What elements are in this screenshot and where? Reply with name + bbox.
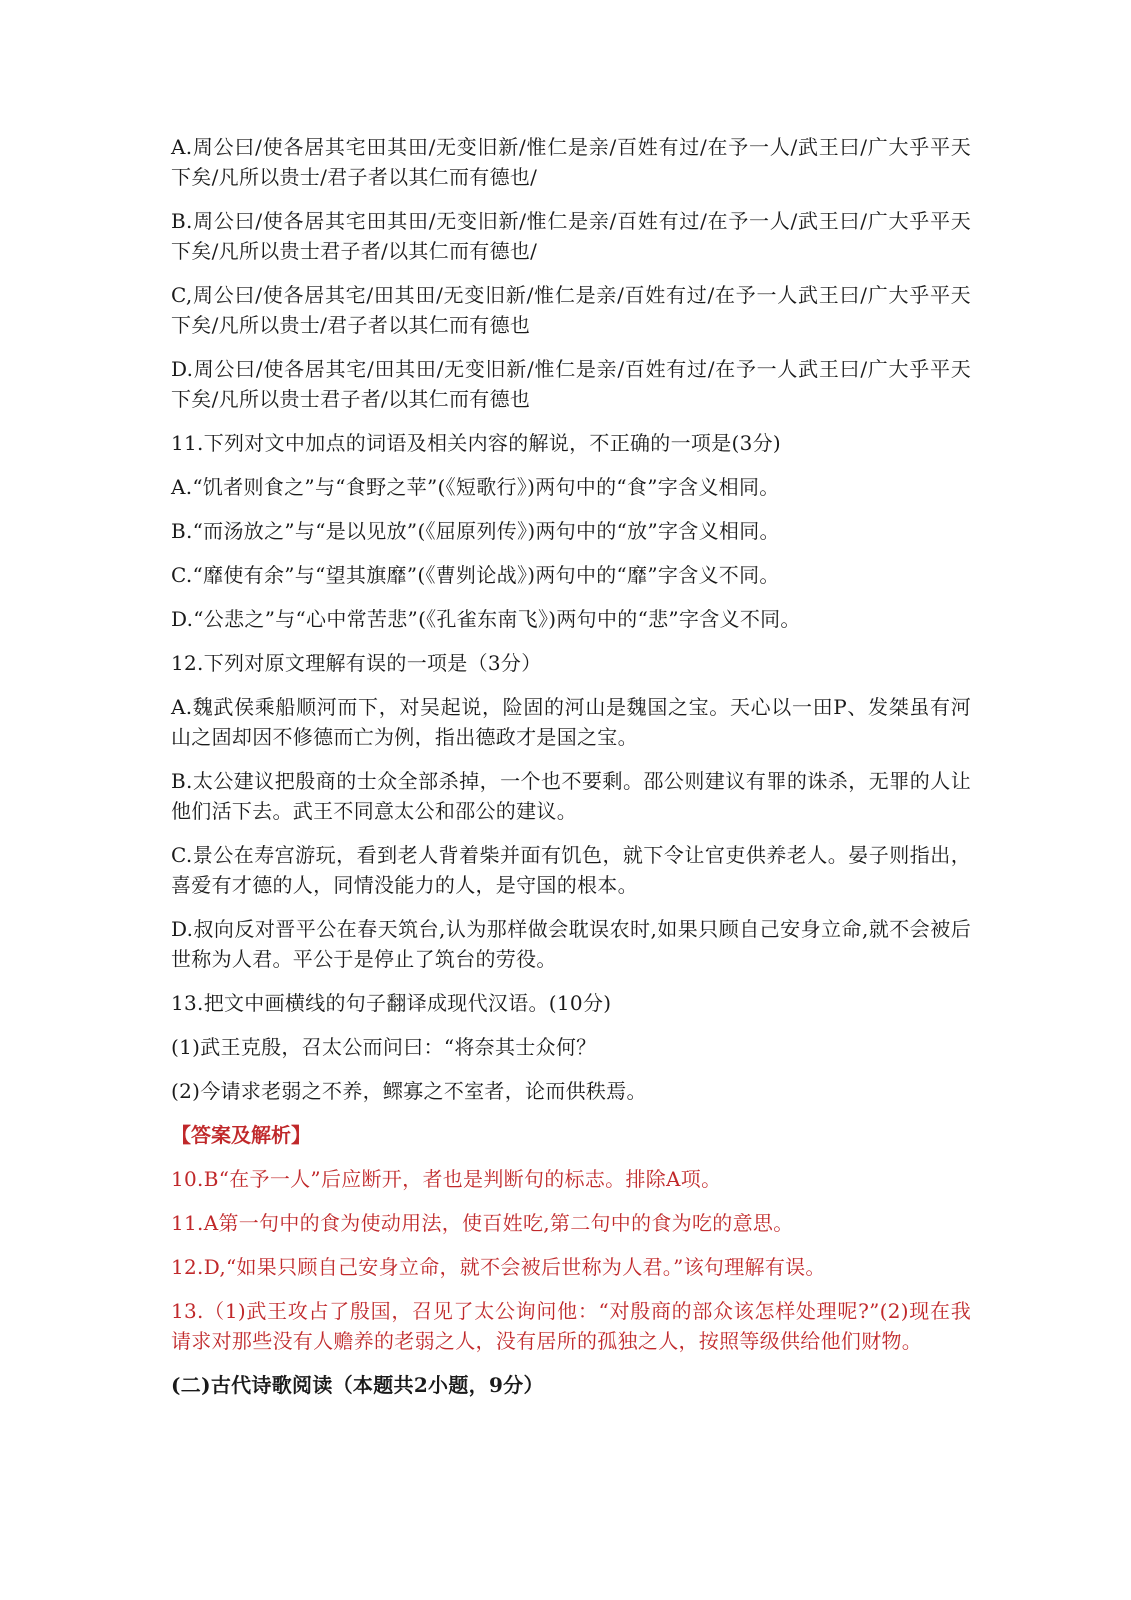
q12-option-b: B.太公建议把殷商的士众全部杀掉，一个也不要剩。邵公则建议有罪的诛杀，无罪的人让他们活下去。武王不同意太公和邵公的建议。 — [171, 769, 971, 823]
q13-item-1: (1)武王克殷，召太公而问曰：“将奈其士众何？ — [171, 1035, 597, 1059]
q11-option-b: B.“而汤放之”与“是以见放”(《屈原列传》)两句中的“放”字含义相同。 — [171, 519, 780, 543]
question-13 — [171, 988, 971, 1106]
q11-stem: 11.下列对文中加点的词语及相关内容的解说，不正确的一项是(3分) — [171, 431, 782, 455]
answer-11: 11.A第一句中的食为使动用法，使百姓吃,第二句中的食为吃的意思。 — [171, 1211, 794, 1235]
q11-option-c: C.“靡使有余”与“望其旗靡”(《曹刿论战》)两句中的“靡”字含义不同。 — [171, 563, 780, 587]
q10-option-a: A.周公曰/使各居其宅田其田/无变旧新/惟仁是亲/百姓有过/在予一人/武王曰/广大乎平天下矣/凡所以贵士/君子者以其仁而有德也/ — [171, 135, 971, 189]
section-heading: (二)古代诗歌阅读（本题共2小题，9分） — [171, 1373, 544, 1397]
question-12 — [171, 648, 971, 974]
q10-option-c: C,周公曰/使各居其宅/田其田/无变旧新/惟仁是亲/百姓有过/在予一人武王曰/广大乎平天下矣/凡所以贵士/君子者以其仁而有德也 — [171, 283, 971, 337]
answer-10: 10.B“在予一人”后应断开，者也是判断句的标志。排除A项。 — [171, 1167, 722, 1191]
q12-option-d: D.叔向反对晋平公在春天筑台,认为那样做会耽误农时,如果只顾自己安身立命,就不会被后世称为人君。平公于是停止了筑台的劳役。 — [171, 917, 971, 971]
q13-stem: 13.把文中画横线的句子翻译成现代汉语。(10分) — [171, 991, 612, 1015]
q11-option-a: A.“饥者则食之”与“食野之苹”(《短歌行》)两句中的“食”字含义相同。 — [171, 475, 780, 499]
document-page — [171, 132, 971, 1414]
answer-12: 12.D,“如果只顾自己安身立命，就不会被后世称为人君。”该句理解有误。 — [171, 1255, 826, 1279]
q10-option-b: B.周公曰/使各居其宅田其田/无变旧新/惟仁是亲/百姓有过/在予一人/武王曰/广大乎平天下矣/凡所以贵士君子者/以其仁而有德也/ — [171, 209, 971, 263]
question-11 — [171, 428, 971, 634]
q11-option-d: D.“公悲之”与“心中常苦悲”(《孔雀东南飞》)两句中的“悲”字含义不同。 — [171, 607, 801, 631]
q12-option-a: A.魏武侯乘船顺河而下，对吴起说，险固的河山是魏国之宝。天心以一田P、发桀虽有河山之固却因不修德而亡为例，指出德政才是国之宝。 — [171, 695, 971, 749]
answers-section — [171, 1120, 971, 1356]
answers-heading: 【答案及解析】 — [171, 1123, 311, 1147]
q12-stem: 12.下列对原文理解有误的一项是（3分） — [171, 651, 542, 675]
answer-13: 13.（1)武王攻占了殷国，召见了太公询问他：“对殷商的部众该怎样处理呢?”(2)现在我请求对那些没有人赡养的老弱之人，没有居所的孤独之人，按照等级供给他们财物。 — [171, 1299, 971, 1353]
q13-item-2: (2)今请求老弱之不养，鳏寡之不室者，论而供秩焉。 — [171, 1079, 647, 1103]
q12-option-c: C.景公在寿宫游玩，看到老人背着柴并面有饥色，就下令让官吏供养老人。晏子则指出，喜爱有才德的人，同情没能力的人，是守国的根本。 — [171, 843, 971, 897]
question-10-options — [171, 132, 971, 414]
q10-option-d: D.周公曰/使各居其宅/田其田/无变旧新/惟仁是亲/百姓有过/在予一人武王曰/广大乎平天下矣/凡所以贵士君子者/以其仁而有德也 — [171, 357, 971, 411]
